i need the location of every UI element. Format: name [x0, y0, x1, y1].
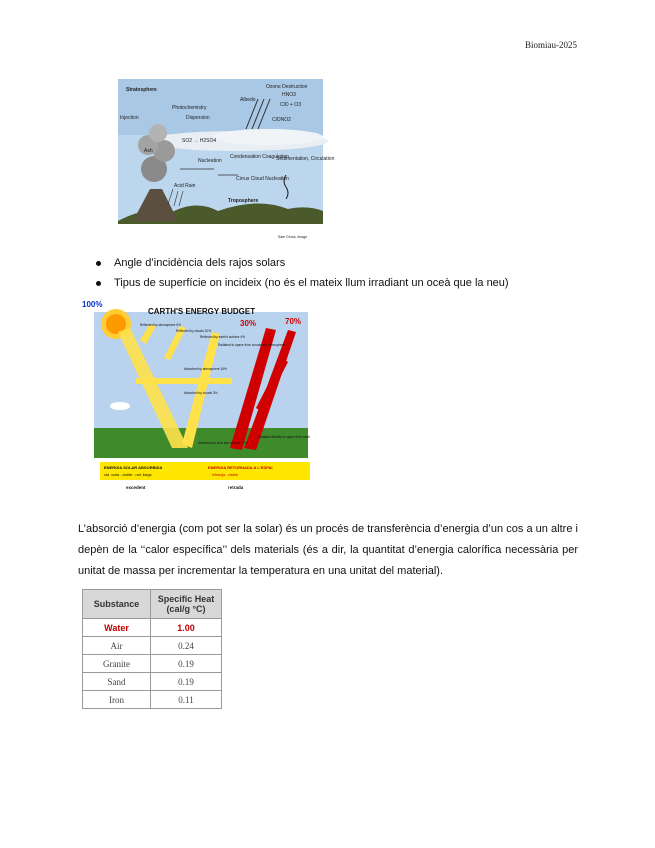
strat-label: Stratosphere — [126, 87, 157, 93]
acid-rain-label: Acid Rain — [174, 183, 196, 189]
specific-heat-cell: 0.24 — [151, 637, 222, 655]
dispersion-label: Dispersion — [186, 115, 210, 121]
table-header: Specific Heat (cal/g °C) — [151, 590, 222, 619]
troposphere-label: Troposphere — [228, 198, 259, 204]
small-label-e: Absorbed by clouds 3% — [184, 391, 218, 395]
legend-left: ENERGIA SOLAR ABSORBIDA — [104, 465, 163, 470]
bullet-text: Tipus de superfície on incideix (no és el mateix llum irradiant un oceà que la neu) — [114, 277, 509, 289]
small-label-g: Radiated to space from clouds and atmosphere — [218, 343, 285, 347]
specific-heat-cell: 0.11 — [151, 691, 222, 709]
ash-label: Ash — [144, 148, 153, 154]
nucleation-label: Nucleation — [198, 158, 222, 164]
credit-label: Sam Gross, Image — [278, 235, 308, 239]
label-excedent: excedent — [126, 485, 146, 490]
stratosphere-figure — [118, 79, 335, 241]
label-retrada: retrada — [228, 485, 244, 490]
ozone-chem2-label: ClO + O3 — [280, 102, 301, 108]
table-row — [83, 691, 222, 709]
substance-cell: Water — [83, 619, 151, 637]
albedo-label: Albedo — [240, 97, 256, 103]
substance-cell: Granite — [83, 655, 151, 673]
clono2-label: ClONO2 — [272, 117, 291, 123]
table-row — [83, 637, 222, 655]
bullet-list — [96, 253, 509, 293]
legend-right-sub: infraroja - visible — [212, 473, 239, 477]
legend-left-sub: rad. curta - visible - rad. llarga — [104, 473, 152, 477]
small-label-a: Reflected by atmosphere 6% — [140, 323, 181, 327]
ozone-label: Ozone Destruction — [266, 84, 308, 90]
table-row — [83, 655, 222, 673]
ozone-chem1-label: HNO3 — [282, 92, 296, 98]
photochem-label: Photochemistry — [172, 105, 207, 111]
sedimentation-label: Sedimentation, Circulation — [276, 156, 335, 162]
list-item — [96, 273, 509, 293]
small-label-h: Radiated directly to space from earth — [258, 435, 311, 439]
energy-budget-title: CARTH'S ENERGY BUDGET — [148, 307, 256, 316]
bullet-dot — [96, 281, 101, 286]
energy-budget-figure — [80, 298, 312, 494]
specific-heat-cell: 0.19 — [151, 655, 222, 673]
cirrus-label: Cirrus Cloud Nucleation — [236, 176, 289, 182]
percent-30-label: 30% — [240, 319, 257, 328]
table-header: Substance — [83, 590, 151, 619]
body-paragraph: L’absorció d’energia (com pot ser la solar) és un procés de transferència d’energia d’un cos a un altre i depèn de la ‘‘calor específica’’ dels materials (és a dir, la quantitat d’energia calorífica necessària per unitat de massa per incrementar la temperatura en una unitat del material). — [78, 523, 578, 577]
specific-heat-table — [82, 589, 222, 709]
substance-cell: Sand — [83, 673, 151, 691]
substance-cell: Iron — [83, 691, 151, 709]
table-row — [83, 673, 222, 691]
bullet-dot — [96, 261, 101, 266]
specific-heat-cell: 1.00 — [151, 619, 222, 637]
percent-70-label: 70% — [285, 317, 302, 326]
legend-right: ENERGIA RETORNADA A L'ESPAI — [208, 465, 273, 470]
list-item — [96, 253, 509, 273]
condensation-label: Condensation Coagulation — [230, 154, 289, 160]
injection-label: Injection — [120, 115, 139, 121]
percent-in-label: 100% — [82, 300, 103, 309]
bullet-text: Angle d’incidència dels rajos solars — [114, 257, 286, 269]
table-header-row — [83, 590, 222, 619]
substance-cell: Air — [83, 637, 151, 655]
page-header: Biomiau-2025 — [525, 40, 577, 50]
small-label-c: Reflected by earth's surface 4% — [200, 335, 245, 339]
small-label-d: Absorbed by atmosphere 16% — [184, 367, 227, 371]
small-label-b: Reflected by clouds 20% — [176, 329, 212, 333]
specific-heat-cell: 0.19 — [151, 673, 222, 691]
so2-label: SO2 → H2SO4 — [182, 138, 217, 144]
small-label-f: Absorbed by land and oceans 51% — [198, 441, 248, 445]
table-row — [83, 619, 222, 637]
